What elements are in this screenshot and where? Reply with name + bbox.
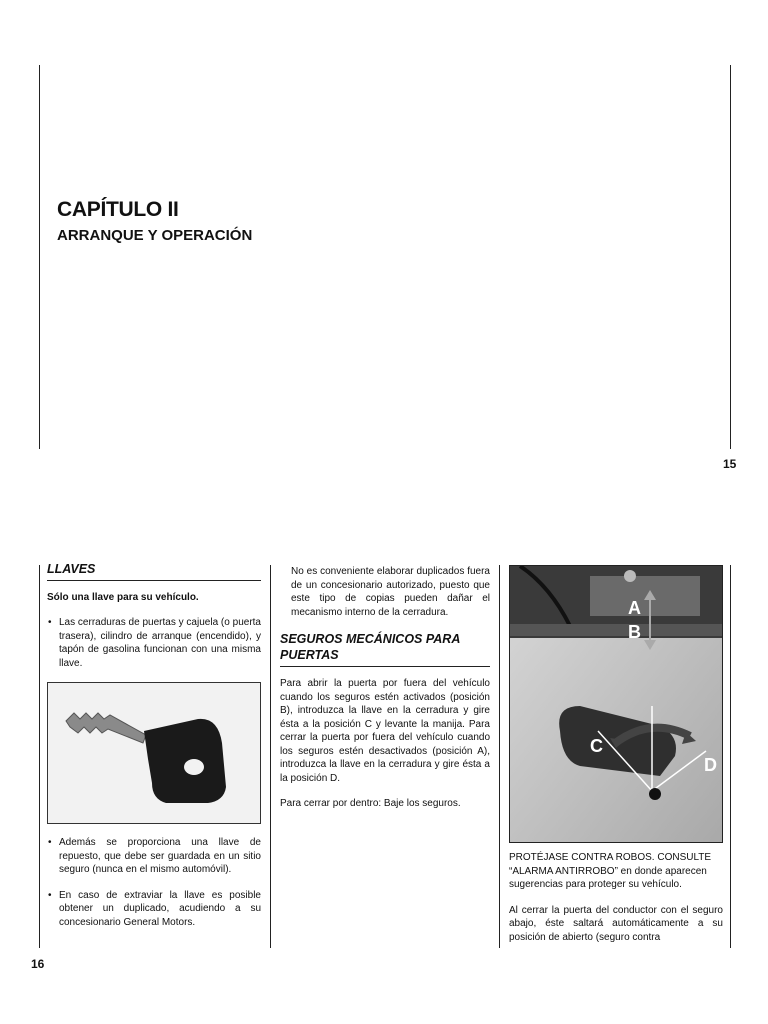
bullet-item: • En caso de extraviar la llave es posible obtener un duplicado, acudiendo a su concesionario General Motors. — [47, 889, 261, 930]
key-image — [47, 682, 261, 824]
label-c: C — [590, 736, 603, 756]
bullet-item: • Las cerraduras de puertas y cajuela (o puerta trasera), cilindro de arranque (encendido), y tapón de gasolina funcionan con una misma llave. — [47, 616, 261, 670]
middle-column — [280, 565, 490, 823]
door-lock-illustration — [510, 566, 722, 842]
section-heading-seguros: SEGUROS MECÁNICOS PARA PUERTAS — [280, 632, 460, 662]
column-divider-2 — [499, 565, 500, 948]
key-icon — [48, 683, 260, 823]
left-column — [47, 563, 261, 941]
label-d: D — [704, 755, 717, 775]
chapter-subtitle: ARRANQUE Y OPERACIÓN — [57, 227, 253, 244]
page-left-border-top — [39, 65, 40, 449]
page-left-border-bottom — [39, 565, 40, 948]
heading-rule — [280, 666, 490, 667]
section-heading-llaves: LLAVES — [47, 562, 96, 576]
bullet-item: • Además se proporciona una llave de repuesto, que debe ser guardada en un sitio seguro (nunca en el mismo automóvil). — [47, 836, 261, 877]
page-number-bottom: 16 — [31, 957, 45, 971]
chapter-title: CAPÍTULO II — [57, 198, 179, 221]
body-paragraph: Al cerrar la puerta del conductor con el seguro abajo, éste saltará automáticamente a su posición de abierto (seguro contra — [509, 904, 723, 943]
heading-rule — [47, 580, 261, 581]
page-number-top: 15 — [723, 457, 737, 471]
page-right-border-top — [730, 65, 731, 449]
intro-paragraph: No es conveniente elaborar duplicados fuera de un concesionario autorizado, puesto que este tipo de copias pueden dañar el mecanismo interno de la cerradura. — [291, 566, 490, 618]
label-a: A — [628, 598, 641, 618]
photo-caption: PROTÉJASE CONTRA ROBOS. CONSULTE “ALARMA ANTIRROBO” en donde aparecen sugerencias para proteger su vehículo. — [509, 852, 712, 890]
column-divider-1 — [270, 565, 271, 948]
door-lock-photo — [509, 565, 723, 843]
label-b: B — [628, 622, 641, 642]
body-paragraph: Para cerrar por dentro: Baje los seguros. — [280, 798, 461, 809]
bullet-list-top — [47, 616, 261, 670]
page-right-border-bottom — [730, 565, 731, 948]
right-column-text — [509, 851, 723, 956]
section-intro: Sólo una llave para su vehículo. — [47, 591, 199, 603]
body-paragraph: Para abrir la puerta por fuera del vehículo cuando los seguros estén activados (posición B), introduzca la llave en la cerradura y gire ésta a la posición C y levante la manija. Para cerrar la puerta por fuera del vehículo cuando los seguros estén desactivados (posición A), introduzca la llave en la cerradura y gire ésta a la posición D. — [280, 678, 490, 784]
bullet-list-bottom — [47, 836, 261, 929]
